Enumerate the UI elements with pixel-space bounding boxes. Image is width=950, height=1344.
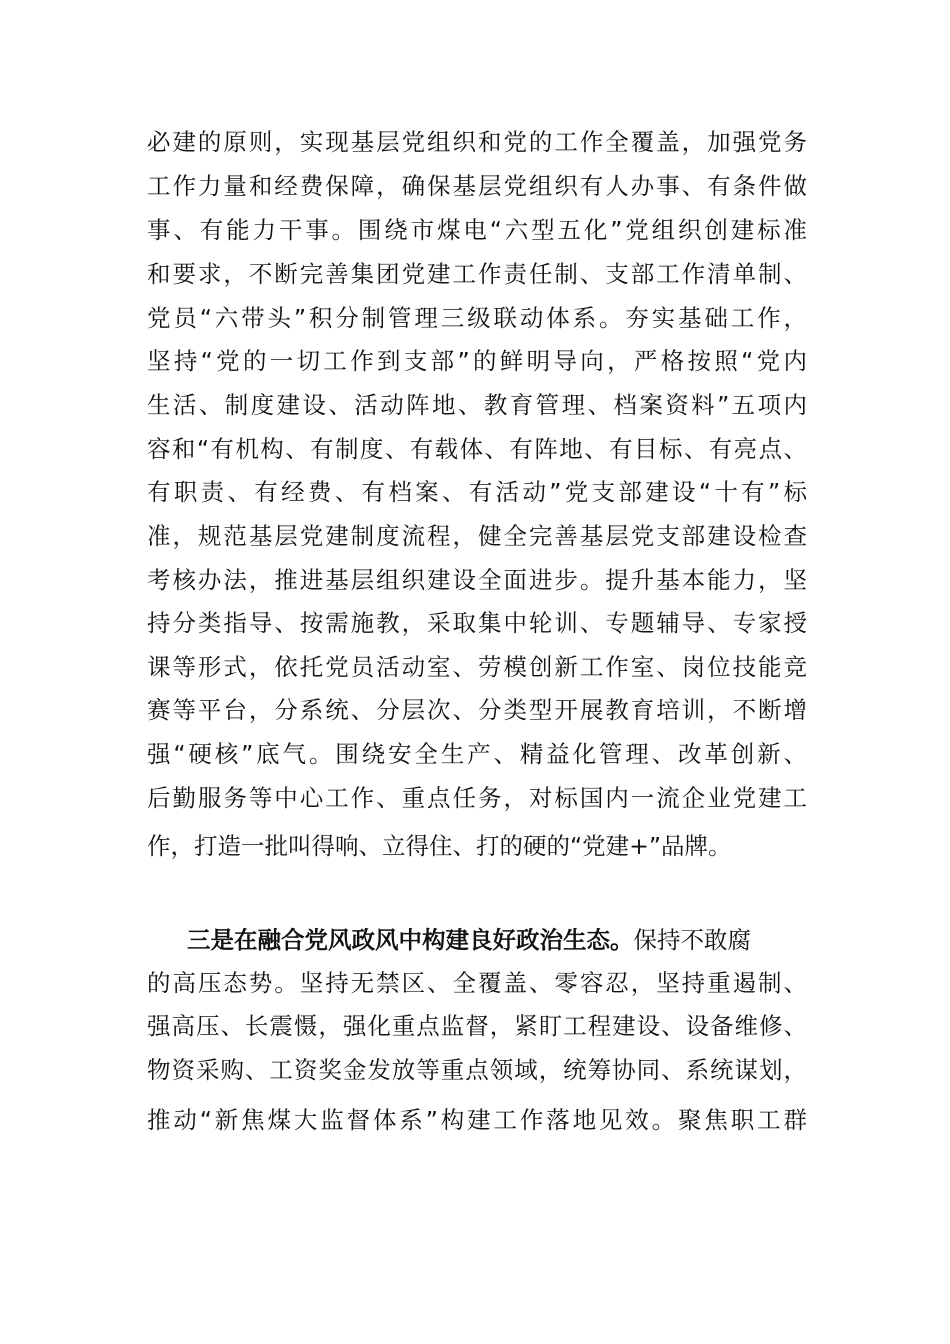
paragraph-first-line: [187, 925, 807, 955]
text-line: 党员“六带头”积分制管理三级联动体系。夯实基础工作，: [147, 304, 807, 332]
text-line: 工作力量和经费保障，确保基层党组织有人办事、有条件做: [147, 172, 807, 200]
text-line: 考核办法，推进基层组织建设全面进步。提升基本能力，坚: [147, 566, 807, 594]
text-line: 和要求，不断完善集团党建工作责任制、支部工作清单制、: [147, 260, 807, 288]
text-line: 持分类指导、按需施教，采取集中轮训、专题辅导、专家授: [147, 609, 807, 637]
text-line: 赛等平台，分系统、分层次、分类型开展教育培训，不断增: [147, 696, 807, 724]
text-line: 作，打造一批叫得响、立得住、打的硬的“党建+”品牌。: [147, 832, 732, 860]
text-line: 后勤服务等中心工作、重点任务，对标国内一流企业党建工: [147, 784, 807, 812]
text-line: 物资采购、工资奖金发放等重点领域，统筹协同、系统谋划，: [147, 1056, 807, 1084]
text-line: 容和“有机构、有制度、有载体、有阵地、有目标、有亮点、: [147, 435, 807, 463]
heading-continuation: 保持不敢腐: [633, 926, 751, 954]
text-line: 必建的原则，实现基层党组织和党的工作全覆盖，加强党务: [147, 128, 807, 156]
text-line: 事、有能力干事。围绕市煤电“六型五化”党组织创建标准: [147, 216, 807, 244]
text-line: 强“硬核”底气。围绕安全生产、精益化管理、改革创新、: [147, 740, 807, 768]
text-line: 坚持“党的一切工作到支部”的鲜明导向，严格按照“党内: [147, 347, 807, 375]
text-line: 强高压、长震慑，强化重点监督，紧盯工程建设、设备维修、: [147, 1012, 807, 1040]
text-line: 课等形式，依托党员活动室、劳模创新工作室、岗位技能竞: [147, 653, 807, 681]
text-line: 有职责、有经费、有档案、有活动”党支部建设“十有”标: [147, 478, 807, 506]
text-line: 准，规范基层党建制度流程，健全完善基层党支部建设检查: [147, 522, 807, 550]
text-line: 的高压态势。坚持无禁区、全覆盖、零容忍，坚持重遏制、: [147, 969, 807, 997]
text-line: 推动“新焦煤大监督体系”构建工作落地见效。聚焦职工群: [147, 1106, 807, 1134]
section-heading: 三是在融合党风政风中构建良好政治生态。: [187, 926, 634, 954]
text-line: 生活、制度建设、活动阵地、教育管理、档案资料”五项内: [147, 391, 807, 419]
